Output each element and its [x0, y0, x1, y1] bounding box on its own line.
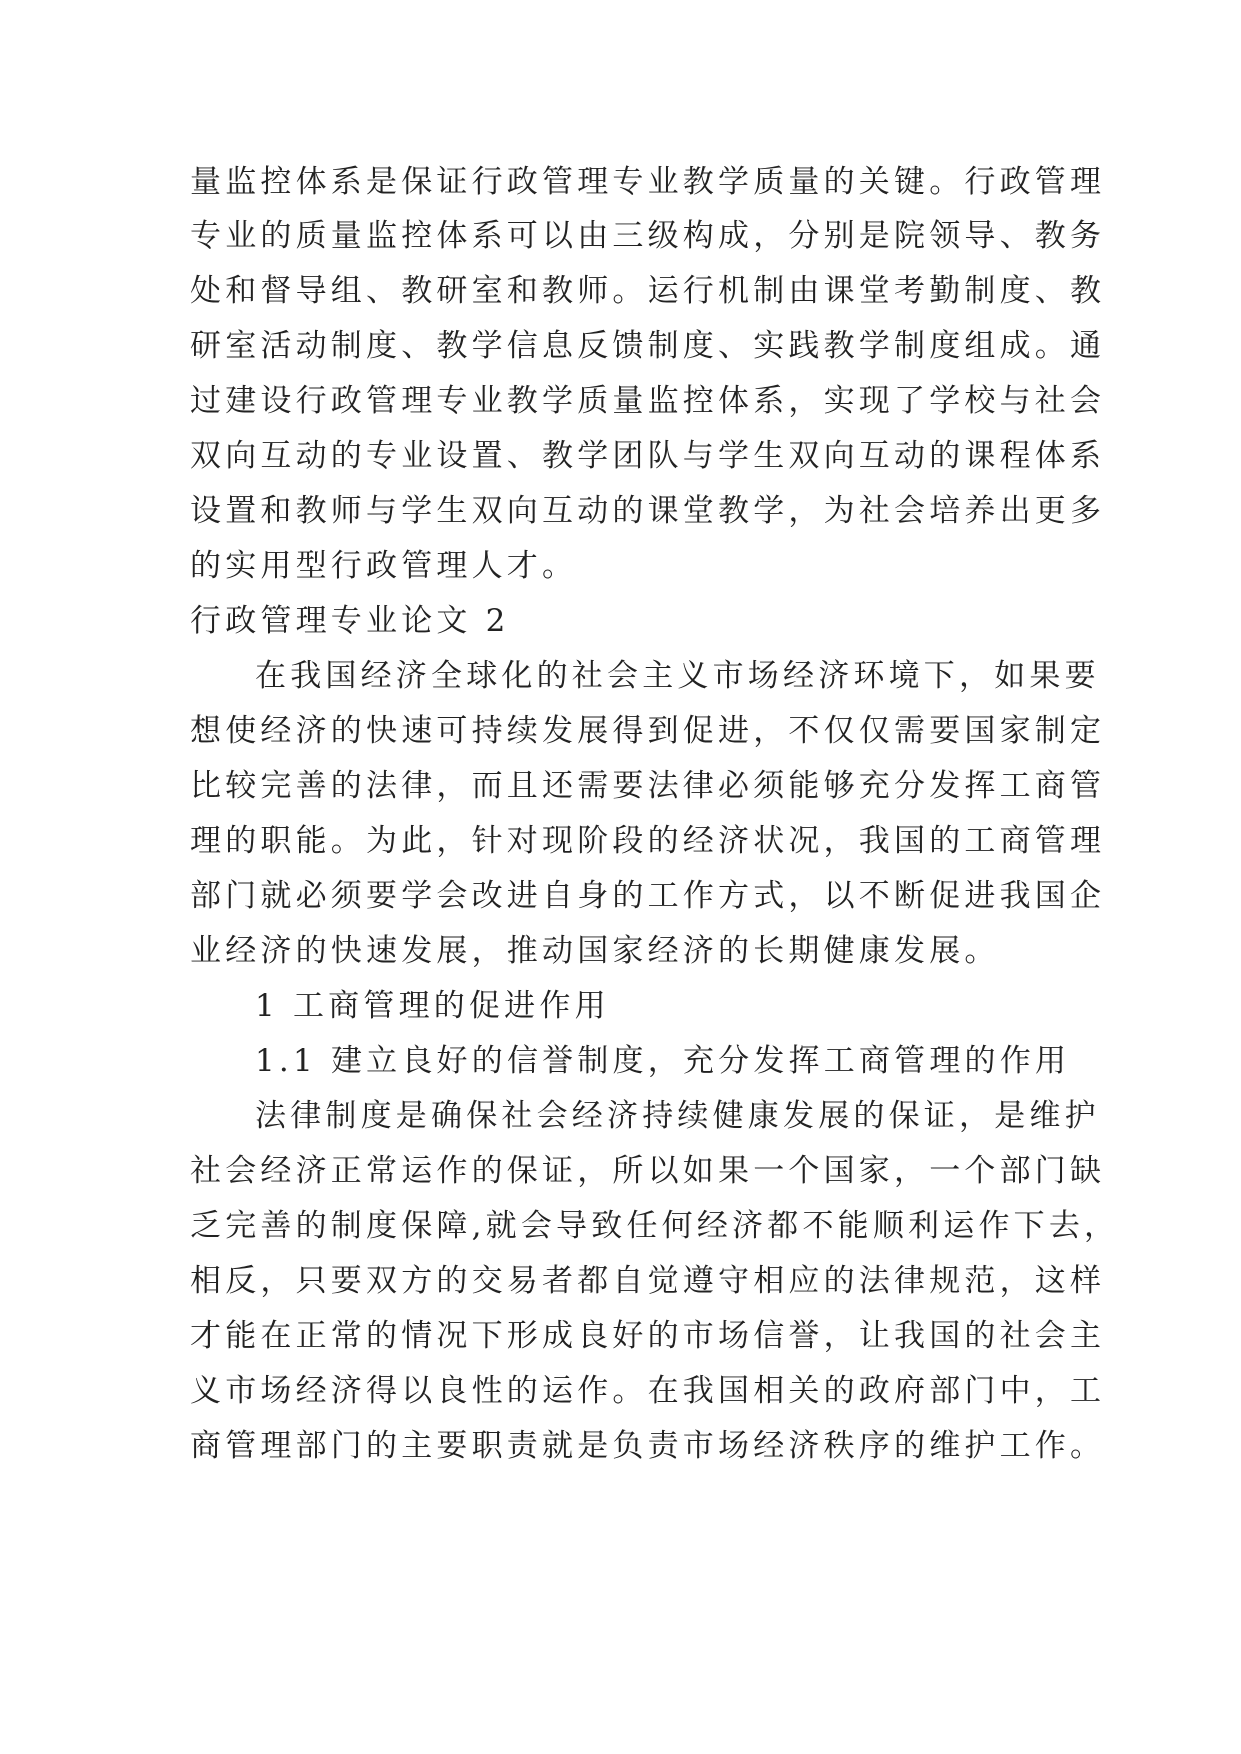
- subheading-1: 1 工商管理的促进作用: [255, 988, 610, 1024]
- paragraph-line-1: 量监控体系是保证行政管理专业教学质量的关键。行政管理: [190, 164, 1106, 200]
- paragraph-line-12: 比较完善的法律，而且还需要法律必须能够充分发挥工商管: [190, 768, 1106, 804]
- paragraph-line-8: 的实用型行政管理人才。: [190, 548, 578, 584]
- paragraph-line-20: 乏完善的制度保障,就会导致任何经济都不能顺利运作下去，: [190, 1208, 1120, 1244]
- paragraph-line-10: 在我国经济全球化的社会主义市场经济环境下，如果要: [255, 658, 1100, 694]
- paragraph-line-5: 过建设行政管理专业教学质量监控体系，实现了学校与社会: [190, 383, 1106, 419]
- paragraph-line-3: 处和督导组、教研室和教师。运行机制由课堂考勤制度、教: [190, 273, 1106, 309]
- paragraph-line-7: 设置和教师与学生双向互动的课堂教学，为社会培养出更多: [190, 493, 1106, 529]
- paragraph-line-11: 想使经济的快速可持续发展得到促进，不仅仅需要国家制定: [190, 713, 1106, 749]
- paragraph-line-23: 义市场经济得以良性的运作。在我国相关的政府部门中，工: [190, 1373, 1106, 1409]
- paragraph-line-15: 业经济的快速发展，推动国家经济的长期健康发展。: [190, 933, 1000, 969]
- paragraph-line-4: 研室活动制度、教学信息反馈制度、实践教学制度组成。通: [190, 328, 1106, 364]
- paragraph-line-19: 社会经济正常运作的保证，所以如果一个国家，一个部门缺: [190, 1153, 1106, 1189]
- paragraph-line-13: 理的职能。为此，针对现阶段的经济状况，我国的工商管理: [190, 823, 1106, 859]
- paragraph-line-24: 商管理部门的主要职责就是负责市场经济秩序的维护工作。: [190, 1428, 1106, 1464]
- subheading-1-1: 1.1 建立良好的信誉制度，充分发挥工商管理的作用: [255, 1043, 1071, 1079]
- paragraph-line-18: 法律制度是确保社会经济持续健康发展的保证，是维护: [255, 1098, 1100, 1134]
- section-heading: 行政管理专业论文 2: [190, 603, 510, 639]
- paragraph-line-6: 双向互动的专业设置、教学团队与学生双向互动的课程体系: [190, 438, 1106, 474]
- paragraph-line-21: 相反，只要双方的交易者都自觉遵守相应的法律规范，这样: [190, 1263, 1106, 1299]
- paragraph-line-14: 部门就必须要学会改进自身的工作方式，以不断促进我国企: [190, 878, 1106, 914]
- paragraph-line-22: 才能在正常的情况下形成良好的市场信誉，让我国的社会主: [190, 1318, 1106, 1354]
- paragraph-line-2: 专业的质量监控体系可以由三级构成，分别是院领导、教务: [190, 218, 1106, 254]
